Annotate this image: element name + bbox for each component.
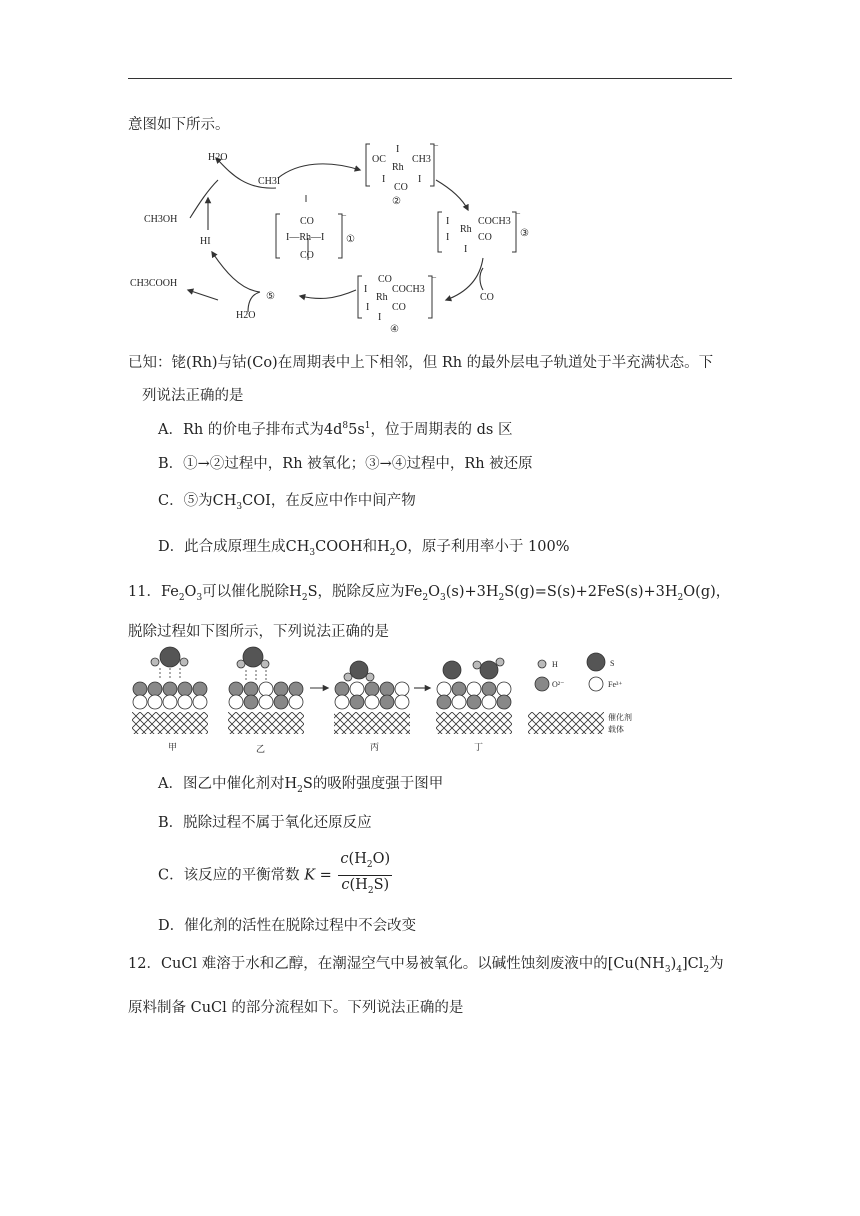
q11-stem-line2: 脱除过程如下图所示，下列说法正确的是 xyxy=(128,624,389,640)
svg-text:−: − xyxy=(432,273,437,282)
label-ch3i: CH3I xyxy=(258,176,281,187)
q11-stem-line1: 11．$Fe_2O_3$可以催化脱除$H_2S$，脱除反应为$Fe_2O_3(s)+3H_2S(g)=S(s)+2FeS(s)+3H_2O(g)$， xyxy=(128,584,731,603)
svg-text:载体: 载体 xyxy=(608,725,624,734)
svg-text:O²⁻: O²⁻ xyxy=(552,680,565,689)
label-h2o-top: H2O xyxy=(208,152,228,163)
svg-text:I—Rh—I: I—Rh—I xyxy=(286,232,325,243)
svg-text:CH3: CH3 xyxy=(412,154,431,165)
svg-text:S: S xyxy=(610,659,615,668)
label-h2o-bottom: H2O xyxy=(236,310,256,321)
svg-text:H: H xyxy=(552,660,558,669)
q10-option-b: B．①→②过程中，Rh 被氧化；③→④过程中，Rh 被还原 xyxy=(158,456,533,472)
label-co: CO xyxy=(480,292,494,303)
svg-text:−: − xyxy=(434,141,439,150)
svg-text:CO: CO xyxy=(392,302,406,313)
q10-known-line1: 已知：铑(Rh)与钴(Co)在周期表中上下相邻，但 Rh 的最外层电子轨道处于半充满状态。下 xyxy=(128,355,714,371)
svg-text:I: I xyxy=(464,244,468,255)
svg-text:I: I xyxy=(396,144,400,155)
svg-text:OC: OC xyxy=(372,154,386,165)
intro-text: 意图如下所示。 xyxy=(128,117,230,133)
q11-option-a: A．图乙中催化剂对$H_2S$的吸附强度强于图甲 xyxy=(158,776,444,795)
svg-text:丙: 丙 xyxy=(370,742,380,752)
label-ch3oh: CH3OH xyxy=(144,214,178,225)
q11-option-d: D．催化剂的活性在脱除过程中不会改变 xyxy=(158,918,417,934)
q12-stem-line1: 12．CuCl 难溶于水和乙醇，在潮湿空气中易被氧化。以碱性蚀刻废液中的$[Cu(NH_3)_4]Cl_2$为 xyxy=(128,956,724,975)
q12-stem-line2: 原料制备 CuCl 的部分流程如下。下列说法正确的是 xyxy=(128,1000,464,1016)
svg-text:I: I xyxy=(366,302,370,313)
q10-known-line2: 列说法正确的是 xyxy=(142,388,244,404)
svg-text:CO: CO xyxy=(300,250,314,261)
svg-text:I: I xyxy=(418,174,422,185)
svg-text:I: I xyxy=(382,174,386,185)
svg-text:CO: CO xyxy=(300,216,314,227)
svg-text:I: I xyxy=(446,232,450,243)
svg-text:I: I xyxy=(378,312,382,323)
panel-ding xyxy=(436,658,512,752)
complex-3 xyxy=(438,209,529,255)
q11-option-b: B．脱除过程不属于氧化还原反应 xyxy=(158,815,372,831)
label-ch3cooh: CH3COOH xyxy=(130,278,178,289)
q10-option-c: C．⑤为$CH_3COI$，在反应中作中间产物 xyxy=(158,493,416,512)
svg-text:③: ③ xyxy=(520,228,529,239)
q10-option-d: D．此合成原理生成$CH_3COOH$和$H_2O$，原子利用率小于 100% xyxy=(158,539,570,558)
svg-text:Rh: Rh xyxy=(376,292,388,303)
svg-text:CO: CO xyxy=(394,182,408,193)
svg-text:②: ② xyxy=(392,196,401,207)
equilibrium-constant-fraction: $\frac{c(H_2O)}{c(H_2S)}$ xyxy=(340,851,391,896)
catalytic-cycle-diagram xyxy=(128,140,548,340)
svg-text:Rh: Rh xyxy=(392,162,404,173)
svg-text:−: − xyxy=(516,209,521,218)
complex-1 xyxy=(276,211,355,261)
header-rule xyxy=(128,78,732,79)
panel-bing xyxy=(334,661,410,752)
complex-2 xyxy=(366,141,439,207)
svg-text:I: I xyxy=(364,284,368,295)
svg-text:乙: 乙 xyxy=(256,744,266,754)
q10-option-a: A．Rh 的价电子排布式为$4d^85s^1$，位于周期表的 ds 区 xyxy=(158,421,513,438)
svg-text:丁: 丁 xyxy=(474,742,484,752)
complex-4 xyxy=(358,273,437,335)
svg-text:−: − xyxy=(342,211,347,220)
svg-text:COCH3: COCH3 xyxy=(478,216,511,227)
svg-text:Rh: Rh xyxy=(460,224,472,235)
svg-text:COCH3: COCH3 xyxy=(392,284,425,295)
svg-text:I: I xyxy=(446,216,450,227)
svg-text:Fe³⁺: Fe³⁺ xyxy=(608,680,623,689)
panel-yi xyxy=(228,647,304,754)
svg-text:CO: CO xyxy=(478,232,492,243)
svg-text:①: ① xyxy=(346,234,355,245)
legend xyxy=(528,653,632,734)
svg-text:④: ④ xyxy=(390,324,399,335)
q11-option-c: C．该反应的平衡常数 K = $\frac{c(H_2O)}{c(H_2S)}$ xyxy=(158,850,392,901)
label-hi: HI xyxy=(200,236,211,247)
svg-text:催化剂: 催化剂 xyxy=(608,713,632,722)
svg-text:CO: CO xyxy=(378,274,392,285)
desulfurization-process-figure xyxy=(128,644,668,756)
label-num5: ⑤ xyxy=(266,291,275,302)
svg-text:甲: 甲 xyxy=(168,742,178,752)
panel-jia xyxy=(132,647,208,752)
